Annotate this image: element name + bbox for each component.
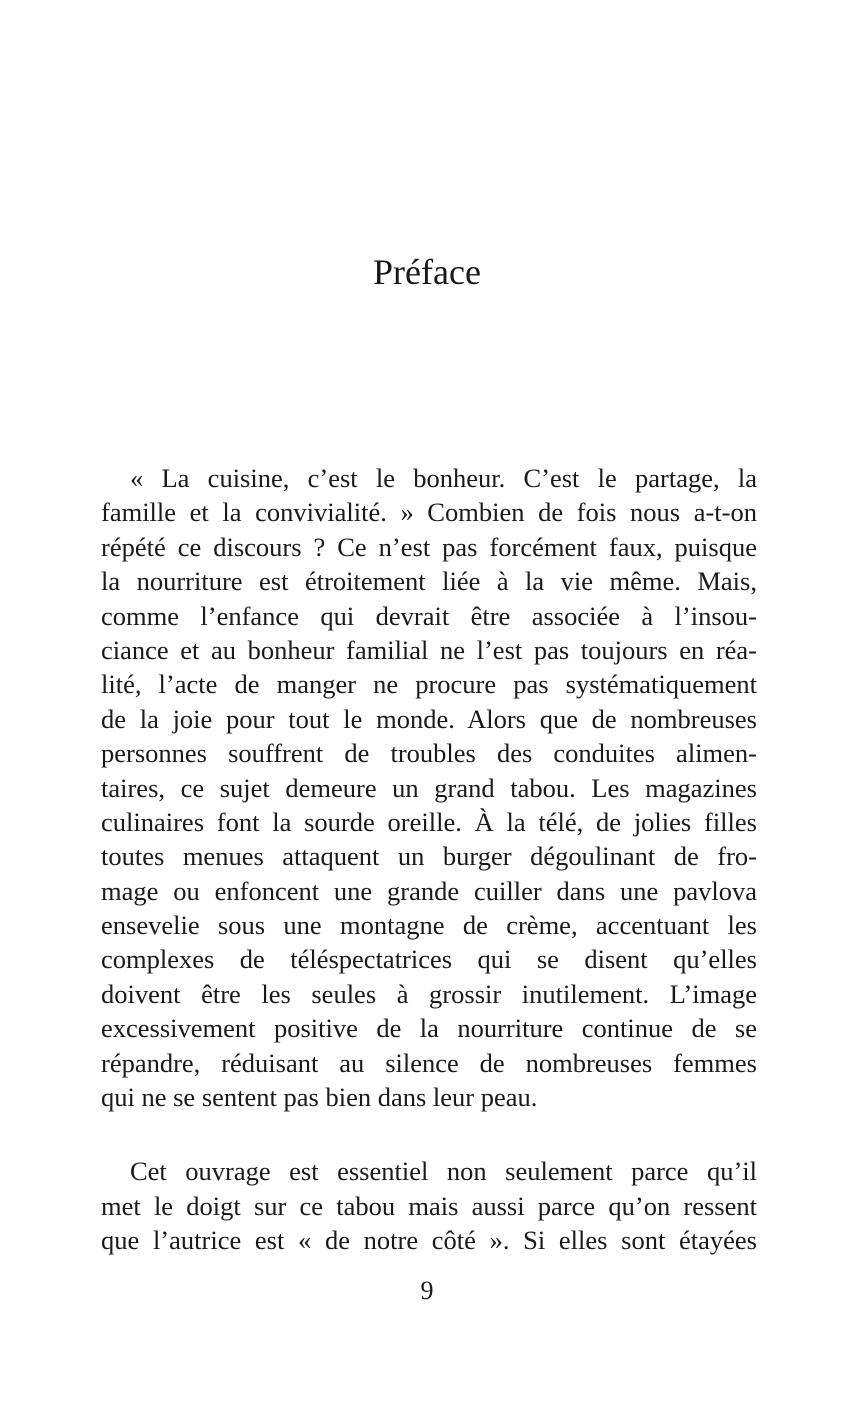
chapter-title: Préface: [373, 252, 481, 292]
text-line: met le doigt sur ce tabou mais aussi parce qu’on ressent: [101, 1190, 757, 1221]
text-line: doivent être les seules à grossir inutilement. L’image: [101, 978, 757, 1009]
text-line: ensevelie sous une montagne de crème, accentuant les: [101, 910, 757, 941]
text-line: de la joie pour tout le monde. Alors que de nombreuses: [101, 703, 757, 734]
paragraph-spacer: [101, 1114, 757, 1154]
body-text: [101, 461, 757, 1258]
paragraph-1: [101, 461, 757, 1114]
text-line: que l’autrice est « de notre côté ». Si elles sont étayées: [101, 1225, 757, 1256]
text-line: comme l’enfance qui devrait être associée à l’insou-: [101, 600, 757, 631]
text-line: culinaires font la sourde oreille. À la télé, de jolies filles: [101, 806, 757, 837]
text-line: famille et la convivialité. » Combien de fois nous a-t-on: [101, 497, 757, 528]
text-line: qui ne se sentent pas bien dans leur peau.: [101, 1082, 538, 1113]
text-line: complexes de téléspectatrices qui se disent qu’elles: [101, 944, 757, 975]
text-line: excessivement positive de la nourriture continue de se: [101, 1013, 757, 1044]
text-line: « La cuisine, c’est le bonheur. C’est le partage, la: [130, 463, 757, 493]
paragraph-2: [101, 1154, 757, 1257]
text-line: taires, ce sujet demeure un grand tabou. Les magazines: [101, 772, 757, 803]
text-line: répandre, réduisant au silence de nombreuses femmes: [101, 1047, 757, 1078]
text-line: répété ce discours ? Ce n’est pas forcément faux, puisque: [101, 531, 757, 562]
text-line: personnes souffrent de troubles des conduites alimen-: [101, 738, 757, 769]
text-line: la nourriture est étroitement liée à la vie même. Mais,: [101, 566, 757, 597]
text-line: ciance et au bonheur familial ne l’est pas toujours en réa-: [101, 634, 757, 665]
text-line: lité, l’acte de manger ne procure pas systématiquement: [101, 669, 757, 700]
text-line: toutes menues attaquent un burger dégoulinant de fro-: [101, 841, 757, 872]
text-line: Cet ouvrage est essentiel non seulement parce qu’il: [130, 1156, 757, 1187]
text-line: mage ou enfoncent une grande cuiller dans une pavlova: [101, 875, 757, 906]
page-number: 9: [420, 1276, 434, 1305]
